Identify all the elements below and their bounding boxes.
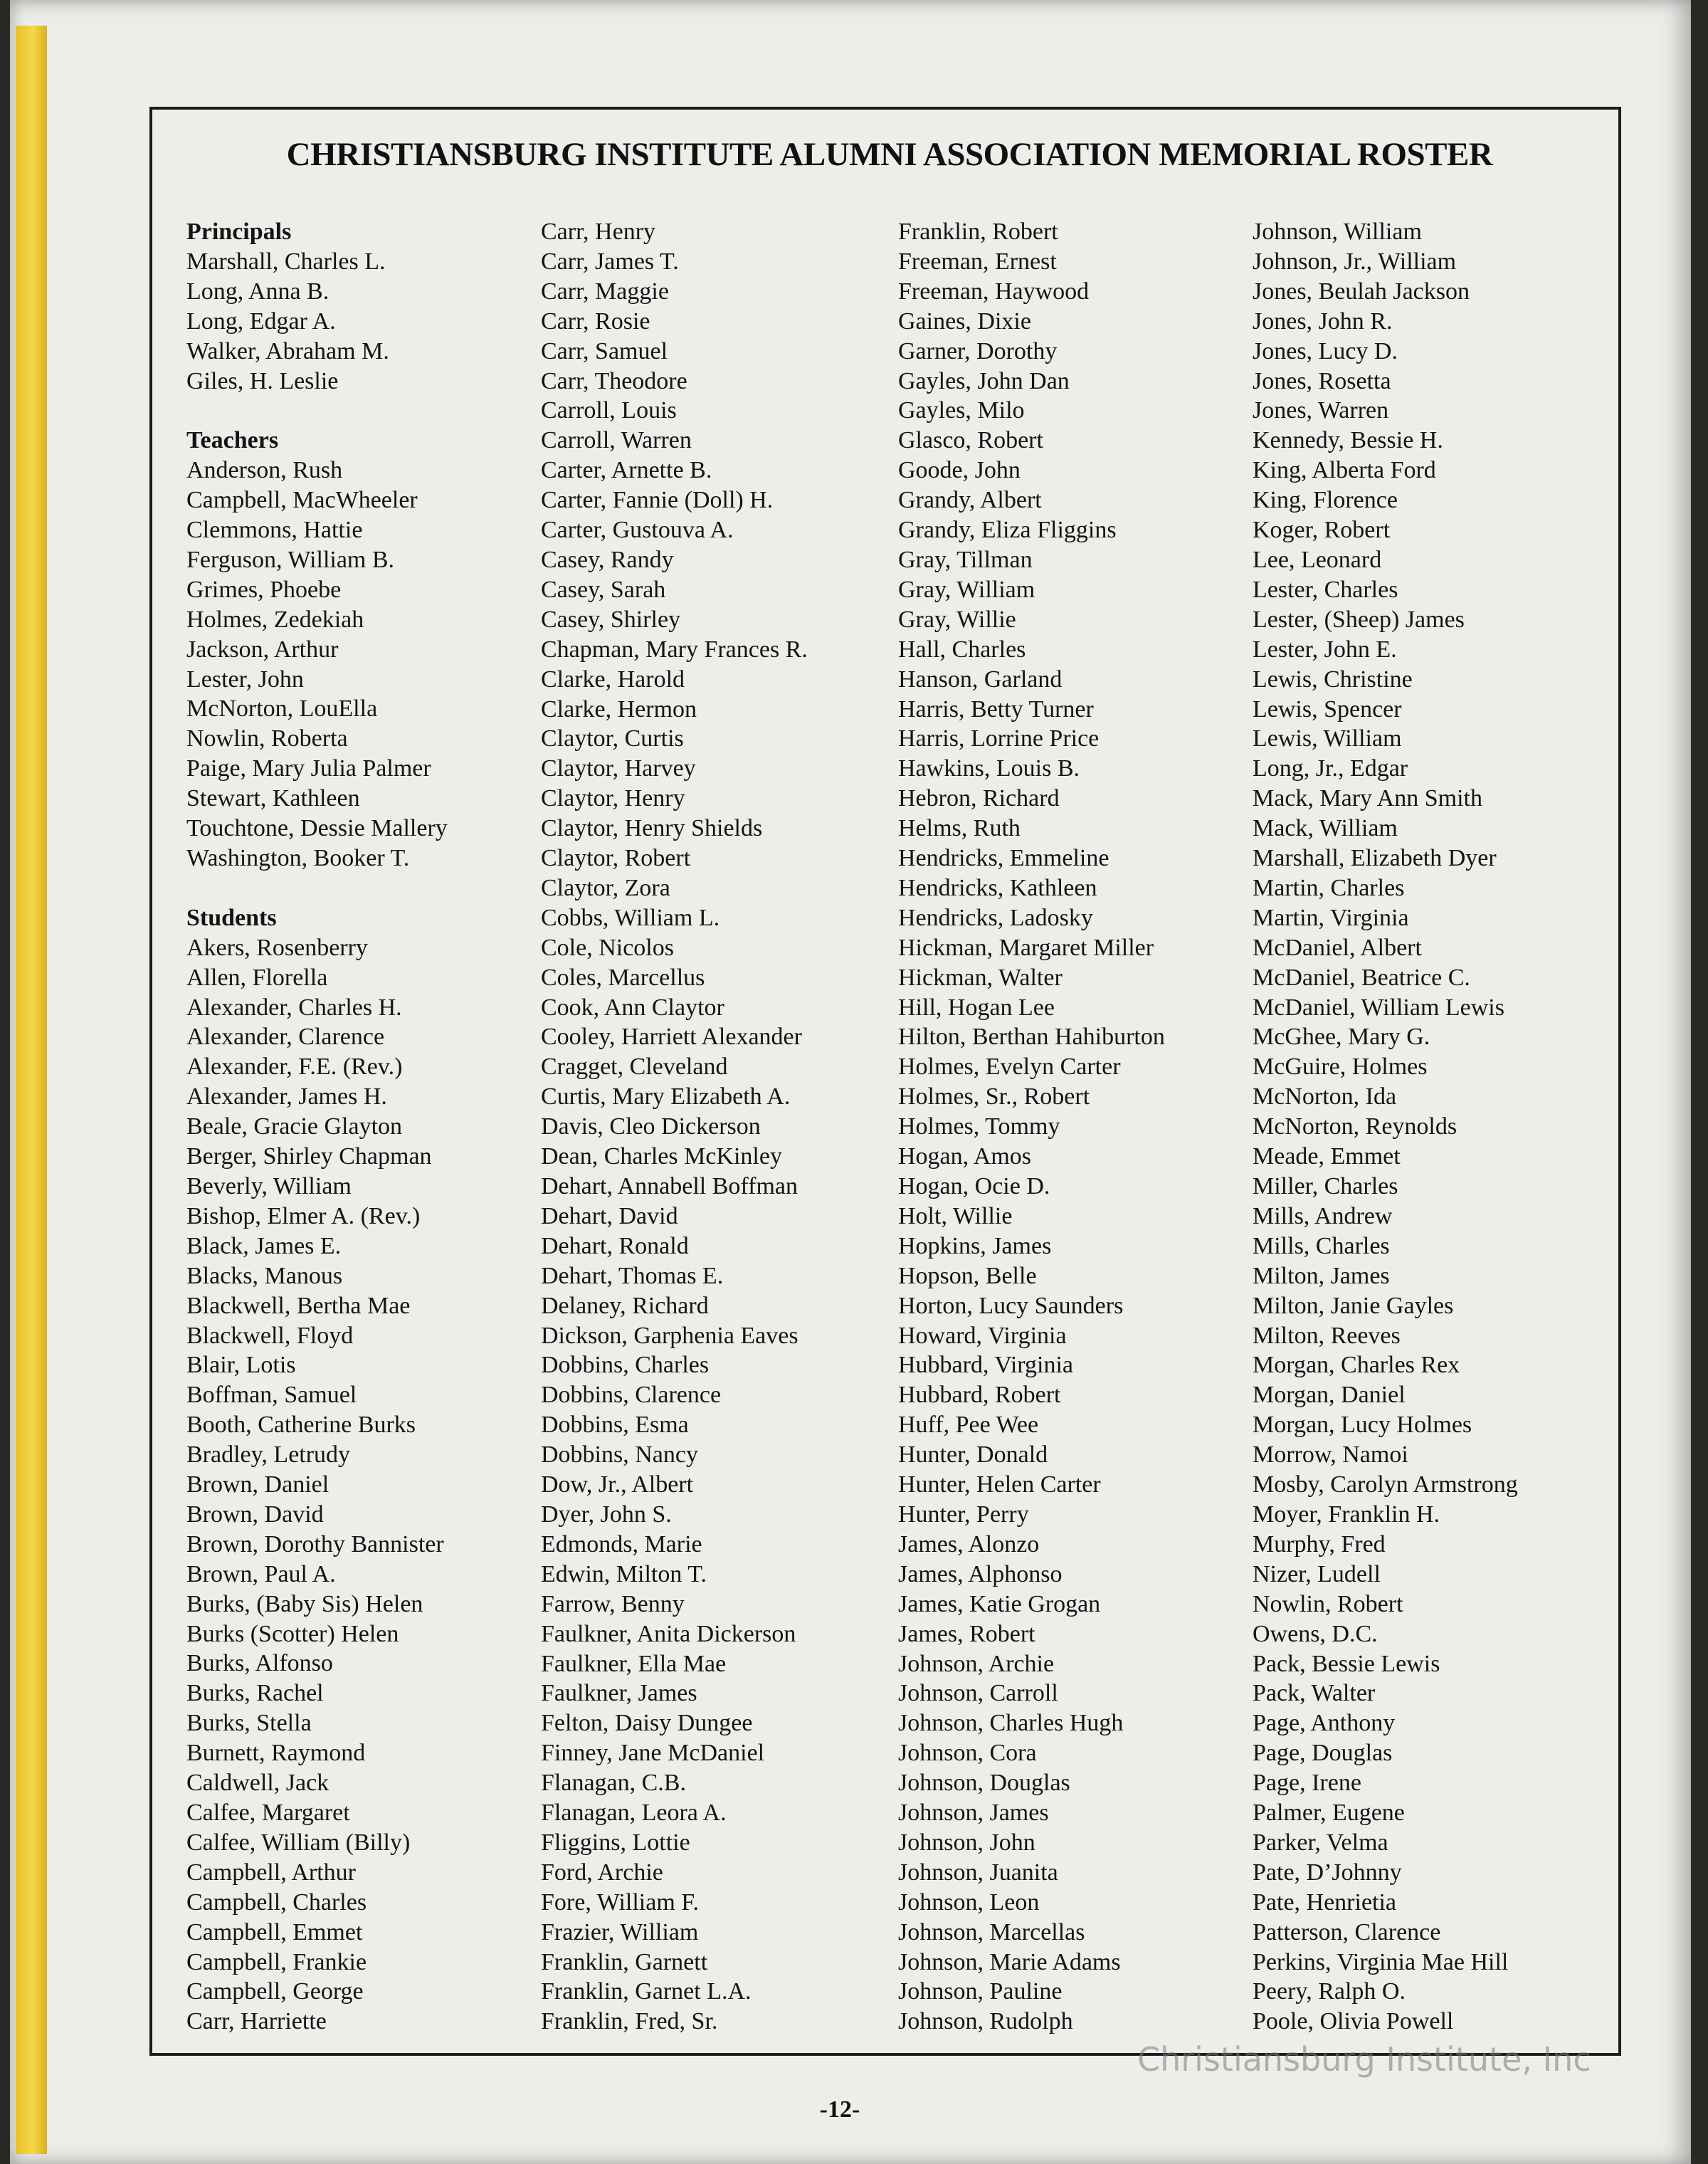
roster-name: Calfee, Margaret (186, 1800, 350, 1826)
roster-name: Curtis, Mary Elizabeth A. (541, 1083, 791, 1110)
roster-name: Page, Anthony (1253, 1710, 1396, 1737)
roster-name: Alexander, James H. (186, 1083, 387, 1110)
roster-name: Frazier, William (541, 1918, 699, 1945)
roster-name: Jackson, Arthur (186, 636, 339, 663)
roster-name: Cook, Ann Claytor (541, 994, 724, 1021)
roster-name: Pack, Walter (1253, 1680, 1376, 1707)
roster-name: Chapman, Mary Frances R. (541, 636, 808, 663)
roster-name: Caldwell, Jack (186, 1770, 330, 1797)
roster-name: Harris, Betty Turner (898, 695, 1094, 723)
roster-name: Faulkner, Ella Mae (541, 1650, 727, 1677)
roster-name: Johnson, John (898, 1829, 1035, 1856)
roster-column-4 (1253, 217, 1608, 2037)
roster-name: Carr, James T. (541, 248, 679, 275)
roster-name: Howard, Virginia (898, 1322, 1067, 1349)
roster-name: Morgan, Charles Rex (1253, 1352, 1460, 1379)
roster-name: Pate, Henrietia (1253, 1889, 1397, 1916)
roster-name: Coles, Marcellus (541, 964, 705, 991)
roster-name: Boffman, Samuel (186, 1382, 357, 1409)
roster-name: Morgan, Lucy Holmes (1253, 1412, 1472, 1439)
roster-name: Campbell, MacWheeler (186, 487, 418, 514)
roster-name: Paige, Mary Julia Palmer (186, 755, 431, 782)
roster-name: Cragget, Cleveland (541, 1054, 728, 1081)
roster-name: Claytor, Harvey (541, 755, 696, 782)
roster-name: Dobbins, Clarence (541, 1382, 722, 1409)
roster-name: Johnson, Charles Hugh (898, 1710, 1124, 1737)
roster-name: Milton, Janie Gayles (1253, 1292, 1454, 1319)
roster-name: Edwin, Milton T. (541, 1560, 707, 1587)
roster-name: Calfee, William (Billy) (186, 1829, 411, 1856)
roster-name: Koger, Robert (1253, 517, 1391, 544)
roster-name: Hubbard, Virginia (898, 1352, 1074, 1379)
roster-name: Faulkner, James (541, 1680, 697, 1707)
roster-name: Allen, Florella (186, 964, 328, 991)
roster-name: Lewis, Spencer (1253, 695, 1402, 723)
roster-name: Garner, Dorothy (898, 337, 1058, 364)
roster-name: Berger, Shirley Chapman (186, 1143, 432, 1170)
roster-name: James, Alphonso (898, 1560, 1063, 1587)
roster-name: Johnson, Marcellas (898, 1918, 1085, 1945)
roster-name: Marshall, Charles L. (186, 248, 386, 275)
roster-name: Carr, Samuel (541, 337, 668, 364)
roster-name: Burnett, Raymond (186, 1740, 366, 1767)
roster-name: Akers, Rosenberry (186, 934, 368, 961)
roster-name: Dyer, John S. (541, 1501, 672, 1528)
roster-name: Lester, John (186, 666, 304, 693)
roster-name: Burks, (Baby Sis) Helen (186, 1590, 423, 1617)
roster-name: Fore, William F. (541, 1889, 699, 1916)
roster-name: Claytor, Zora (541, 874, 670, 901)
roster-name: Marshall, Elizabeth Dyer (1253, 845, 1497, 872)
roster-name: Franklin, Robert (898, 219, 1058, 245)
roster-name: McDaniel, Albert (1253, 934, 1422, 961)
roster-name: McNorton, Ida (1253, 1083, 1397, 1110)
roster-name: Carter, Fannie (Doll) H. (541, 487, 774, 514)
roster-name: Giles, H. Leslie (186, 367, 339, 394)
roster-name: Hawkins, Louis B. (898, 755, 1080, 782)
roster-name: Goode, John (898, 457, 1021, 484)
roster-name: Hogan, Ocie D. (898, 1173, 1050, 1199)
roster-name: Franklin, Garnet L.A. (541, 1978, 752, 2005)
roster-name: McNorton, Reynolds (1253, 1113, 1457, 1140)
roster-name: Hickman, Margaret Miller (898, 934, 1154, 961)
roster-name: Lewis, William (1253, 725, 1402, 752)
roster-name: Hanson, Garland (898, 666, 1063, 693)
page-title: CHRISTIANSBURG INSTITUTE ALUMNI ASSOCIATION MEMORIAL ROSTER (286, 136, 1493, 173)
roster-name: Johnson, Marie Adams (898, 1948, 1121, 1975)
roster-name: Long, Anna B. (186, 278, 330, 305)
section-heading: Teachers (186, 427, 279, 454)
roster-name: Cooley, Harriett Alexander (541, 1024, 802, 1051)
roster-name: Peery, Ralph O. (1253, 1978, 1406, 2005)
roster-name: Grimes, Phoebe (186, 576, 342, 603)
section-heading: Principals (186, 219, 292, 245)
roster-name: Brown, David (186, 1501, 324, 1528)
roster-name: Alexander, Clarence (186, 1024, 385, 1051)
roster-name: Hebron, Richard (898, 785, 1060, 812)
roster-name: Gray, William (898, 576, 1035, 603)
roster-name: Lester, (Sheep) James (1253, 606, 1465, 633)
roster-name: Jones, Warren (1253, 397, 1389, 424)
roster-name: Flanagan, Leora A. (541, 1800, 727, 1827)
roster-name: Claytor, Curtis (541, 725, 684, 752)
roster-name: Dobbins, Nancy (541, 1441, 698, 1469)
roster-name: Dehart, Annabell Boffman (541, 1173, 798, 1199)
roster-name: Hunter, Helen Carter (898, 1471, 1101, 1498)
roster-name: James, Alonzo (898, 1530, 1040, 1558)
roster-name: Hubbard, Robert (898, 1382, 1061, 1409)
roster-name: Lee, Leonard (1253, 546, 1382, 573)
roster-name: Edmonds, Marie (541, 1530, 702, 1558)
roster-name: Martin, Virginia (1253, 904, 1409, 931)
roster-name: Hogan, Amos (898, 1143, 1031, 1170)
roster-column-2 (541, 217, 897, 2037)
roster-name: Morgan, Daniel (1253, 1382, 1406, 1409)
roster-name: Brown, Daniel (186, 1471, 330, 1498)
roster-name: Mills, Andrew (1253, 1202, 1393, 1229)
roster-name: Hopson, Belle (898, 1262, 1037, 1289)
roster-name: Lester, Charles (1253, 576, 1398, 603)
roster-name: Walker, Abraham M. (186, 337, 389, 364)
roster-name: Meade, Emmet (1253, 1143, 1401, 1170)
roster-name: Mack, William (1253, 815, 1398, 842)
roster-name: Dean, Charles McKinley (541, 1143, 782, 1170)
roster-column-1 (186, 217, 542, 2037)
roster-name: Johnson, Douglas (898, 1770, 1070, 1797)
roster-name: Gayles, John Dan (898, 367, 1070, 394)
roster-name: Morrow, Namoi (1253, 1441, 1408, 1469)
roster-name: Holmes, Sr., Robert (898, 1083, 1090, 1110)
roster-name: McDaniel, Beatrice C. (1253, 964, 1470, 991)
roster-name: James, Katie Grogan (898, 1590, 1101, 1617)
watermark: Christiansburg Institute, Inc (1137, 2040, 1591, 2079)
roster-name: Miller, Charles (1253, 1173, 1398, 1199)
page-number: -12- (819, 2096, 860, 2123)
roster-name: Alexander, F.E. (Rev.) (186, 1054, 403, 1081)
roster-name: Mack, Mary Ann Smith (1253, 785, 1482, 812)
roster-name: Felton, Daisy Dungee (541, 1710, 753, 1737)
roster-name: Jones, Beulah Jackson (1253, 278, 1470, 305)
roster-name: Grandy, Eliza Fliggins (898, 517, 1117, 544)
roster-name: Hunter, Donald (898, 1441, 1048, 1469)
yellow-binding-edge (16, 26, 47, 2154)
roster-name: Bradley, Letrudy (186, 1441, 351, 1469)
roster-name: Carroll, Warren (541, 427, 692, 454)
roster-name: Carr, Henry (541, 219, 656, 245)
roster-name: Campbell, George (186, 1978, 364, 2005)
roster-name: Carr, Rosie (541, 308, 650, 335)
roster-name: Parker, Velma (1253, 1829, 1388, 1856)
roster-name: Flanagan, C.B. (541, 1770, 686, 1797)
roster-name: Carroll, Louis (541, 397, 677, 424)
roster-name: Long, Edgar A. (186, 308, 336, 335)
roster-name: Long, Jr., Edgar (1253, 755, 1408, 782)
roster-name: Hopkins, James (898, 1232, 1052, 1259)
section-heading: Students (186, 904, 277, 931)
roster-name: Hunter, Perry (898, 1501, 1029, 1528)
roster-name: Owens, D.C. (1253, 1620, 1378, 1647)
roster-name: Hickman, Walter (898, 964, 1063, 991)
roster-name: Moyer, Franklin H. (1253, 1501, 1440, 1528)
roster-name: Holmes, Evelyn Carter (898, 1054, 1121, 1081)
roster-name: Nizer, Ludell (1253, 1560, 1381, 1587)
roster-name: Farrow, Benny (541, 1590, 685, 1617)
roster-name: Cobbs, William L. (541, 904, 720, 931)
roster-name: Pate, D’Johnny (1253, 1859, 1402, 1886)
roster-name: Johnson, James (898, 1800, 1049, 1827)
roster-name: Nowlin, Robert (1253, 1590, 1403, 1617)
roster-name: Carr, Theodore (541, 367, 687, 394)
roster-name: Lewis, Christine (1253, 666, 1413, 693)
roster-name: Mills, Charles (1253, 1232, 1390, 1259)
section-spacer (186, 396, 542, 426)
roster-name: Page, Irene (1253, 1770, 1361, 1797)
roster-name: Holmes, Tommy (898, 1113, 1060, 1140)
roster-name: Holt, Willie (898, 1202, 1013, 1229)
roster-name: Claytor, Robert (541, 845, 691, 872)
roster-name: Glasco, Robert (898, 427, 1043, 454)
roster-name: Faulkner, Anita Dickerson (541, 1620, 796, 1647)
roster-name: Milton, James (1253, 1262, 1390, 1289)
roster-name: Blackwell, Bertha Mae (186, 1292, 411, 1319)
roster-name: Campbell, Charles (186, 1889, 367, 1916)
roster-name: Jones, John R. (1253, 308, 1393, 335)
roster-name: Carr, Harriette (186, 2008, 327, 2035)
roster-name: McNorton, LouElla (186, 695, 378, 723)
roster-column-3 (898, 217, 1254, 2037)
roster-name: Casey, Sarah (541, 576, 666, 603)
roster-name: McGuire, Holmes (1253, 1054, 1428, 1081)
roster-name: Burks, Rachel (186, 1680, 324, 1707)
roster-name: Martin, Charles (1253, 874, 1405, 901)
roster-name: Mosby, Carolyn Armstrong (1253, 1471, 1518, 1498)
roster-name: Hall, Charles (898, 636, 1026, 663)
roster-name: Patterson, Clarence (1253, 1918, 1441, 1945)
roster-name: Page, Douglas (1253, 1740, 1393, 1767)
roster-name: James, Robert (898, 1620, 1035, 1647)
section-spacer (186, 873, 542, 903)
roster-name: Washington, Booker T. (186, 845, 410, 872)
roster-name: Stewart, Kathleen (186, 785, 360, 812)
roster-name: Hendricks, Ladosky (898, 904, 1093, 931)
roster-name: Claytor, Henry Shields (541, 815, 763, 842)
roster-name: Gayles, Milo (898, 397, 1025, 424)
roster-name: Carter, Gustouva A. (541, 517, 734, 544)
roster-name: McDaniel, William Lewis (1253, 994, 1504, 1021)
roster-name: Casey, Randy (541, 546, 674, 573)
roster-name: Jones, Lucy D. (1253, 337, 1398, 364)
roster-name: Dobbins, Charles (541, 1352, 710, 1379)
roster-name: Grandy, Albert (898, 487, 1042, 514)
roster-name: Gray, Tillman (898, 546, 1033, 573)
roster-name: Claytor, Henry (541, 785, 685, 812)
roster-name: Perkins, Virginia Mae Hill (1253, 1948, 1509, 1975)
roster-name: Fliggins, Lottie (541, 1829, 690, 1856)
roster-name: Dehart, David (541, 1202, 678, 1229)
roster-name: Franklin, Garnett (541, 1948, 708, 1975)
roster-name: Jones, Rosetta (1253, 367, 1391, 394)
roster-name: Murphy, Fred (1253, 1530, 1386, 1558)
roster-name: Kennedy, Bessie H. (1253, 427, 1443, 454)
roster-name: Helms, Ruth (898, 815, 1021, 842)
roster-name: Dobbins, Esma (541, 1412, 689, 1439)
roster-name: Booth, Catherine Burks (186, 1412, 416, 1439)
roster-name: Pack, Bessie Lewis (1253, 1650, 1440, 1677)
roster-name: Holmes, Zedekiah (186, 606, 364, 633)
roster-name: Clarke, Hermon (541, 695, 697, 723)
roster-name: Touchtone, Dessie Mallery (186, 815, 448, 842)
roster-name: Johnson, Cora (898, 1740, 1037, 1767)
roster-name: McGhee, Mary G. (1253, 1024, 1430, 1051)
roster-name: Delaney, Richard (541, 1292, 709, 1319)
roster-name: Beale, Gracie Glayton (186, 1113, 403, 1140)
roster-name: Brown, Dorothy Bannister (186, 1530, 444, 1558)
roster-name: Nowlin, Roberta (186, 725, 348, 752)
roster-name: Campbell, Frankie (186, 1948, 367, 1975)
roster-name: Cole, Nicolos (541, 934, 674, 961)
roster-name: Clarke, Harold (541, 666, 685, 693)
roster-name: Ford, Archie (541, 1859, 663, 1886)
roster-name: King, Florence (1253, 487, 1398, 514)
roster-name: Burks, Alfonso (186, 1650, 333, 1677)
roster-name: Hill, Hogan Lee (898, 994, 1055, 1021)
roster-name: Milton, Reeves (1253, 1322, 1401, 1349)
roster-name: Franklin, Fred, Sr. (541, 2008, 718, 2035)
roster-name: Poole, Olivia Powell (1253, 2008, 1454, 2035)
roster-name: Burks, Stella (186, 1710, 312, 1737)
roster-name: Harris, Lorrine Price (898, 725, 1100, 752)
roster-name: Palmer, Eugene (1253, 1800, 1405, 1827)
roster-name: Huff, Pee Wee (898, 1412, 1039, 1439)
roster-name: Lester, John E. (1253, 636, 1397, 663)
roster-name: Campbell, Emmet (186, 1918, 363, 1945)
roster-name: Dehart, Thomas E. (541, 1262, 724, 1289)
roster-name: Dickson, Garphenia Eaves (541, 1322, 798, 1349)
roster-name: Anderson, Rush (186, 457, 343, 484)
roster-name: King, Alberta Ford (1253, 457, 1436, 484)
roster-name: Burks (Scotter) Helen (186, 1620, 399, 1647)
roster-name: Alexander, Charles H. (186, 994, 402, 1021)
roster-name: Hendricks, Emmeline (898, 845, 1109, 872)
roster-name: Dow, Jr., Albert (541, 1471, 694, 1498)
roster-name: Johnson, Pauline (898, 1978, 1063, 2005)
roster-name: Johnson, Archie (898, 1650, 1055, 1677)
roster-name: Johnson, William (1253, 219, 1422, 245)
roster-name: Gray, Willie (898, 606, 1016, 633)
roster-name: Johnson, Juanita (898, 1859, 1058, 1886)
roster-name: Clemmons, Hattie (186, 517, 363, 544)
roster-name: Blackwell, Floyd (186, 1322, 354, 1349)
roster-name: Freeman, Haywood (898, 278, 1090, 305)
roster-name: Johnson, Jr., William (1253, 248, 1457, 275)
roster-name: Johnson, Leon (898, 1889, 1040, 1916)
roster-name: Brown, Paul A. (186, 1560, 336, 1587)
roster-name: Carter, Arnette B. (541, 457, 712, 484)
roster-name: Casey, Shirley (541, 606, 681, 633)
roster-name: Dehart, Ronald (541, 1232, 689, 1259)
roster-name: Hendricks, Kathleen (898, 874, 1097, 901)
roster-name: Blacks, Manous (186, 1262, 343, 1289)
roster-name: Finney, Jane McDaniel (541, 1740, 765, 1767)
roster-name: Bishop, Elmer A. (Rev.) (186, 1202, 421, 1229)
roster-name: Davis, Cleo Dickerson (541, 1113, 761, 1140)
roster-name: Johnson, Carroll (898, 1680, 1058, 1707)
roster-name: Hilton, Berthan Hahiburton (898, 1024, 1165, 1051)
roster-name: Blair, Lotis (186, 1352, 296, 1379)
roster-name: Carr, Maggie (541, 278, 669, 305)
roster-name: Horton, Lucy Saunders (898, 1292, 1124, 1319)
roster-name: Campbell, Arthur (186, 1859, 356, 1886)
roster-name: Johnson, Rudolph (898, 2008, 1073, 2035)
roster-name: Beverly, William (186, 1172, 352, 1199)
roster-name: Gaines, Dixie (898, 308, 1031, 335)
roster-name: Ferguson, William B. (186, 546, 395, 573)
roster-name: Freeman, Ernest (898, 248, 1057, 275)
roster-name: Black, James E. (186, 1232, 342, 1259)
